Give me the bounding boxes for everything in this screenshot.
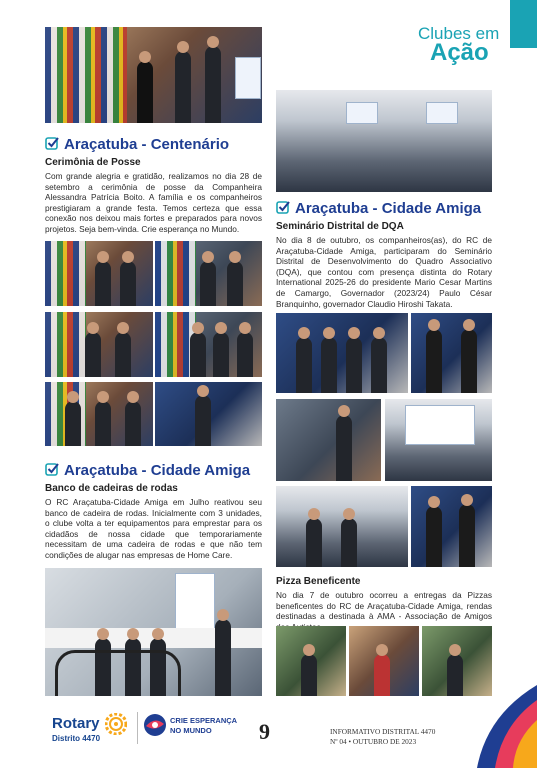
seminario-body: No dia 8 de outubro, os companheiros(as), do RC de Araçatuba-Cidade Amiga, participaram do Seminário Distrital de Desenvolvimento do Quadro Associativo (DQA), que contou com presença distinta do Rotary International 2025-26 do presidente Mario Cesar Martins de Camargo, Governador (2023/24) Paulo César Branquinho, governador Claudio Hiroshi Takata. bbox=[276, 235, 492, 309]
wheelchair-shape bbox=[55, 650, 181, 696]
centenario-title: Araçatuba - Centenário bbox=[64, 136, 230, 153]
edition-label: Nº 04 • OUTUBRO DE 2023 bbox=[330, 737, 417, 746]
centenario-subtitle: Cerimônia de Posse bbox=[45, 157, 141, 168]
check-icon bbox=[45, 462, 59, 476]
informativo-label: INFORMATIVO DISTRITAL 4470 bbox=[330, 727, 436, 736]
cidade-amiga-right-title: Araçatuba - Cidade Amiga bbox=[295, 200, 482, 217]
rotary-logo bbox=[52, 711, 132, 745]
flags-decoration bbox=[45, 27, 127, 123]
seminario-photo-5 bbox=[276, 486, 408, 567]
slogan-line1: CRIE ESPERANÇA bbox=[170, 716, 238, 725]
distrito-label: Distrito 4470 bbox=[52, 734, 101, 743]
cidade-amiga-left-title: Araçatuba - Cidade Amiga bbox=[64, 462, 251, 479]
rotary-wordmark: Rotary bbox=[52, 715, 100, 732]
centenario-body: Com grande alegria e gratidão, realizamos no dia 28 de setembro a cerimônia de posse da Companheira Alessandra Patrícia Boito. A família e os companheiros prestigiaram a grande festa. Temos certeza que essa conexão nos deixou mais fortes e preparados para novos projetos. Seja bem-vinda. Crie esperança no Mundo. bbox=[45, 171, 262, 234]
cidade-amiga-left-body: O RC Araçatuba-Cidade Amiga em Julho reativou seu banco de cadeira de rodas. Inicialmente com 3 unidades, o clube volta a ter equipamentos para emprestar para os cidadãos de nossa cidade que temporariamente necessitam de uma cadeira de rodas e que não tem condições de alugar nas empresas de Home Care. bbox=[45, 497, 262, 560]
header-title-line2: Ação bbox=[430, 39, 489, 66]
posse-photo bbox=[45, 27, 262, 123]
posse-grid-photo-4 bbox=[155, 312, 262, 377]
posse-grid-photo-3 bbox=[45, 312, 153, 377]
seminario-subtitle: Seminário Distrital de DQA bbox=[276, 221, 404, 232]
wheelchair-photo bbox=[45, 568, 262, 696]
posse-grid-photo-1 bbox=[45, 241, 153, 306]
pizza-body: No dia 7 de outubro ocorreu a entregas da Pizzas beneficentes do RC de Araçatuba-Cidade Amiga, rendas destinadas a destinada à AMA - Associação de Amigos bbox=[276, 590, 492, 622]
header-title-line1: Clubes em bbox=[418, 24, 500, 43]
page-number: 9 bbox=[259, 719, 270, 744]
posse-grid-photo-6 bbox=[155, 382, 262, 446]
check-icon bbox=[276, 200, 290, 214]
header-accent-bar bbox=[510, 0, 537, 48]
seminario-hall-photo bbox=[276, 90, 492, 192]
seminario-photo-3 bbox=[276, 399, 381, 481]
posse-grid-photo-2 bbox=[155, 241, 262, 306]
seminario-photo-6 bbox=[411, 486, 492, 567]
rotary-wheel-icon bbox=[105, 713, 127, 735]
seminario-photo-2 bbox=[411, 313, 492, 393]
corner-swoosh-decoration bbox=[447, 685, 537, 768]
pizza-photo-2 bbox=[349, 626, 419, 696]
pizza-subtitle: Pizza Beneficente bbox=[276, 576, 361, 587]
seminario-photo-4 bbox=[385, 399, 492, 481]
cidade-amiga-left-subtitle: Banco de cadeiras de rodas bbox=[45, 483, 178, 494]
crie-esperanca-logo-icon bbox=[143, 712, 167, 738]
check-icon bbox=[45, 136, 59, 150]
posse-grid-photo-5 bbox=[45, 382, 153, 446]
pizza-photo-1 bbox=[276, 626, 346, 696]
footer-divider bbox=[137, 712, 138, 744]
seminario-photo-1 bbox=[276, 313, 408, 393]
slogan-line2: NO MUNDO bbox=[170, 726, 212, 735]
